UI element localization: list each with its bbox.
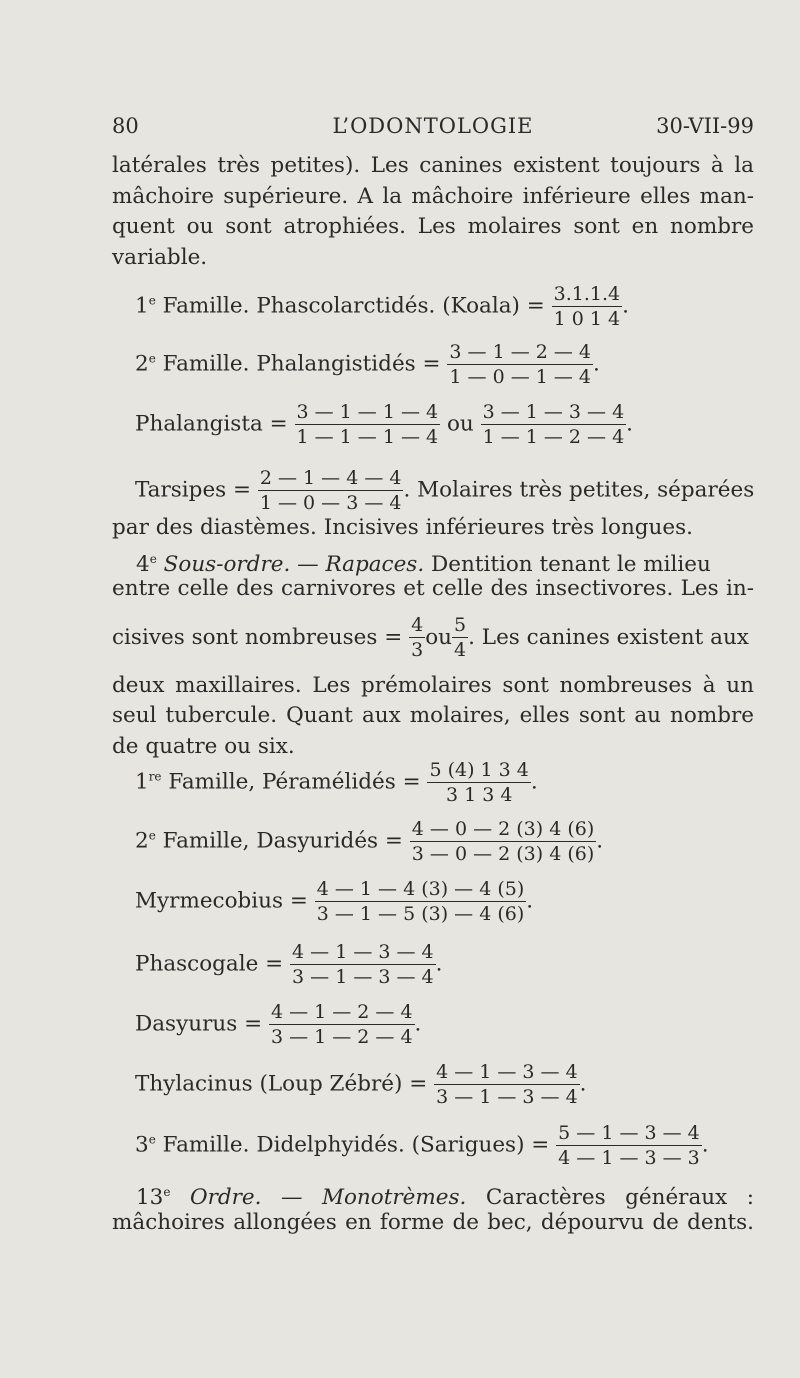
denominator: 4 xyxy=(454,639,467,661)
issue-date: 30-VII-99 xyxy=(656,114,754,138)
denominator: 4 — 1 — 3 — 3 xyxy=(558,1147,700,1169)
page-number: 80 xyxy=(112,114,139,138)
dental-formula xyxy=(427,758,530,807)
denominator: 1 — 1 — 2 — 4 xyxy=(482,426,625,448)
order-number: 13 xyxy=(136,1185,164,1211)
formula-label: Famille. Didelphyidés. (Sarigues) = xyxy=(162,1132,550,1158)
formula-comment: . Molaires très petites, séparées xyxy=(403,477,755,503)
formula-dasyurus xyxy=(135,1000,421,1049)
formula-label: Thylacinus (Loup Zébré) = xyxy=(135,1071,428,1097)
formula-tarsipes xyxy=(135,466,754,515)
text-line: mâchoires allongées en forme de bec, dépourvu de dents. xyxy=(112,1209,754,1235)
ordinal-suffix: re xyxy=(148,769,162,784)
text-line: entre celle des carnivores et celle des insectivores. Les in- xyxy=(112,576,754,601)
ordinal-suffix: e xyxy=(148,1132,156,1147)
numerator: 2 — 1 — 4 — 4 xyxy=(259,467,402,489)
period: . xyxy=(526,888,534,914)
order-title: Ordre. — Monotrèmes. xyxy=(189,1185,467,1211)
ordinal-suffix: e xyxy=(163,1185,171,1199)
suborder-title: Sous-ordre. — Rapaces. xyxy=(163,551,425,577)
paragraph-1 xyxy=(112,151,754,273)
denominator: 3 — 1 — 3 — 4 xyxy=(292,966,434,988)
formula-label: Myrmecobius = xyxy=(135,888,308,914)
family-ordinal: 1 xyxy=(135,293,149,319)
numerator: 3 — 1 — 1 — 4 xyxy=(296,401,439,423)
text-line: quent ou sont atrophiées. Les molaires sont en nombre xyxy=(112,214,754,239)
numerator: 4 — 1 — 2 — 4 xyxy=(270,1001,413,1023)
text-fragment: Dentition tenant le milieu xyxy=(424,551,711,577)
formula-label: Dasyurus = xyxy=(135,1011,263,1037)
formula-didelphyides xyxy=(135,1121,709,1170)
formula-phalangistides xyxy=(135,340,600,389)
period: . xyxy=(530,769,538,795)
denominator: 3 1 3 4 xyxy=(445,784,513,806)
formula-label: Famille. Phalangistidés = xyxy=(162,351,441,377)
formula-label: Tarsipes = xyxy=(135,477,252,503)
formula-myrmecobius xyxy=(135,877,533,926)
formula-phascogale xyxy=(135,940,442,989)
formula-thylacinus xyxy=(135,1060,587,1109)
period: . xyxy=(626,411,634,437)
denominator: 3 xyxy=(411,639,424,661)
text-line: variable. xyxy=(112,244,208,270)
ordinal-suffix: e xyxy=(148,828,156,843)
numerator: 3 — 1 — 3 — 4 xyxy=(482,401,625,423)
numerator: 4 — 0 — 2 (3) 4 (6) xyxy=(411,818,595,840)
denominator: 1 — 0 — 1 — 4 xyxy=(449,366,591,388)
text-line: seul tubercule. Quant aux molaires, elles sont au nombre xyxy=(112,703,754,728)
dental-formula xyxy=(258,466,404,515)
denominator: 3 — 1 — 3 — 4 xyxy=(436,1086,578,1108)
text-line xyxy=(112,544,754,575)
family-ordinal: 2 xyxy=(135,351,149,377)
numerator: 4 — 1 — 3 — 4 xyxy=(436,1061,578,1083)
numerator: 5 (4) 1 3 4 xyxy=(429,759,529,781)
formula-label: Phascogale = xyxy=(135,951,284,977)
denominator: 1 0 1 4 xyxy=(553,308,621,330)
dental-formula xyxy=(447,340,593,389)
dental-formula xyxy=(552,282,622,331)
denominator: 3 — 1 — 5 (3) — 4 (6) xyxy=(316,903,525,925)
dental-formula xyxy=(481,400,627,449)
ordinal-suffix: e xyxy=(148,293,156,308)
period: . xyxy=(435,951,443,977)
numerator: 4 — 1 — 4 (3) — 4 (5) xyxy=(316,878,525,900)
text-fragment: . Les canines existent aux xyxy=(468,624,749,650)
connector-ou: ou xyxy=(425,624,453,650)
period: . xyxy=(579,1071,587,1097)
fraction xyxy=(409,613,425,662)
dental-formula xyxy=(269,1000,415,1049)
running-title: L’ODONTOLOGIE xyxy=(332,114,534,138)
ordinal-suffix: e xyxy=(148,351,156,366)
formula-phascolarctides xyxy=(135,282,629,331)
text-line xyxy=(112,1177,754,1211)
formula-label: Famille, Dasyuridés = xyxy=(162,828,403,854)
denominator: 3 — 1 — 2 — 4 xyxy=(270,1026,413,1048)
text-line: deux maxillaires. Les prémolaires sont nombreuses à un xyxy=(112,672,754,698)
denominator: 3 — 0 — 2 (3) 4 (6) xyxy=(411,843,595,865)
period: . xyxy=(593,351,600,377)
suborder-number: 4 xyxy=(136,551,150,577)
dental-formula xyxy=(290,940,436,989)
connector-ou: ou xyxy=(446,411,474,437)
family-ordinal: 3 xyxy=(135,1132,149,1158)
denominator: 1 — 1 — 1 — 4 xyxy=(296,426,439,448)
numerator: 4 xyxy=(411,614,424,636)
text-line: de quatre ou six. xyxy=(112,733,295,759)
paragraph-2 xyxy=(112,513,754,762)
text-fragment: Caractères généraux : xyxy=(466,1185,754,1211)
numerator: 4 — 1 — 3 — 4 xyxy=(292,941,434,963)
dental-formula xyxy=(315,877,527,926)
numerator: 3.1.1.4 xyxy=(553,283,621,305)
family-ordinal: 1 xyxy=(135,769,149,795)
text-fragment: cisives sont nombreuses = xyxy=(112,624,403,650)
paragraph-3 xyxy=(112,1177,754,1238)
ordinal-suffix: e xyxy=(149,551,157,566)
dental-formula xyxy=(434,1060,580,1109)
formula-label: Phalangista = xyxy=(135,411,288,437)
incisor-line xyxy=(112,605,754,671)
text-line: mâchoire supérieure. A la mâchoire inférieure elles man- xyxy=(112,183,754,209)
dental-formula xyxy=(295,400,441,449)
period: . xyxy=(414,1011,422,1037)
formula-dasyurides xyxy=(135,817,603,866)
numerator: 3 — 1 — 2 — 4 xyxy=(449,341,591,363)
numerator: 5 xyxy=(454,614,467,636)
period: . xyxy=(596,828,604,854)
formula-phalangista xyxy=(135,400,633,449)
text-line: latérales très petites). Les canines existent toujours à la xyxy=(112,153,754,178)
formula-label: Famille, Péramélidés = xyxy=(168,769,421,795)
fraction xyxy=(452,613,468,662)
dental-formula xyxy=(556,1121,702,1170)
dental-formula xyxy=(410,817,596,866)
page-header xyxy=(112,114,754,144)
denominator: 1 — 0 — 3 — 4 xyxy=(259,492,402,514)
period: . xyxy=(622,293,629,319)
family-ordinal: 2 xyxy=(135,828,149,854)
numerator: 5 — 1 — 3 — 4 xyxy=(558,1122,700,1144)
period: . xyxy=(701,1132,709,1158)
text-line: par des diastèmes. Incisives inférieures très longues. xyxy=(112,515,693,540)
formula-peramelides xyxy=(135,758,538,807)
formula-label: Famille. Phascolarctidés. (Koala) = xyxy=(162,293,545,319)
